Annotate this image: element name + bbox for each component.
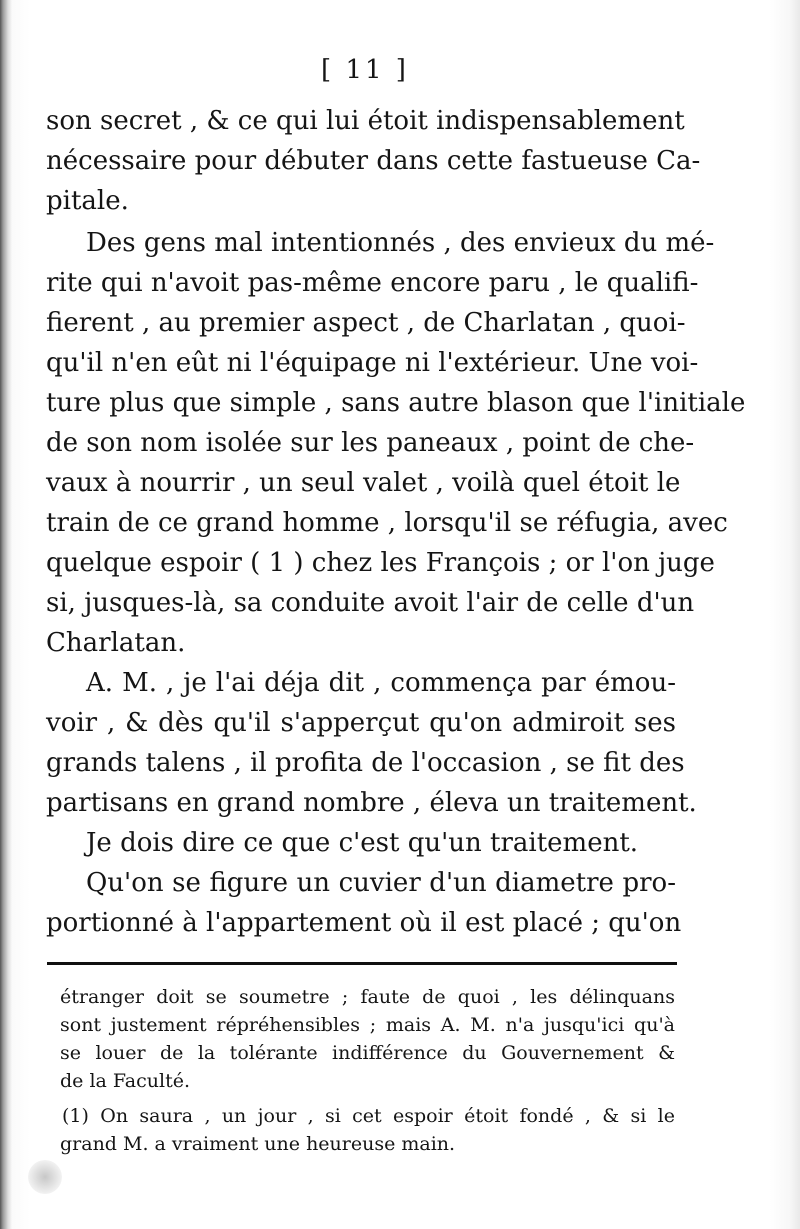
footnote-line-5: (1) On saura , un jour , si cet espoir étoit fondé , & si le: [62, 1105, 675, 1127]
body-line-3: pitale.: [46, 186, 129, 216]
body-line-15: A. M. , je l'ai déja dit , commença par émou-: [86, 668, 676, 698]
footnote-line-2: sont justement répréhensibles ; mais A. M. n'a jusqu'ici qu'à: [60, 1014, 675, 1036]
body-line-9: de son nom isolée sur les paneaux , point de che-: [46, 428, 695, 458]
footnote-line-3: se louer de la tolérante indifférence du Gouvernement &: [60, 1042, 675, 1064]
page-edge-shadow: [0, 0, 12, 1229]
body-line-10: vaux à nourrir , un seul valet , voilà quel étoit le: [46, 468, 681, 498]
footnote-line-6: grand M. a vraiment une heureuse main.: [60, 1133, 456, 1155]
body-line-13: si, jusques-là, sa conduite avoit l'air de celle d'un: [46, 588, 695, 618]
page-number-header: [ 11 ]: [321, 55, 409, 85]
body-line-14: Charlatan.: [46, 628, 186, 658]
body-line-17: grands talens , il profita de l'occasion , se fit des: [46, 748, 685, 778]
body-line-21: portionné à l'appartement où il est placé ; qu'on: [46, 908, 682, 938]
body-line-4: Des gens mal intentionnés , des envieux du mé-: [86, 228, 715, 258]
body-line-20: Qu'on se figure un cuvier d'un diametre pro-: [86, 868, 676, 898]
footnote-line-1: étranger doit se soumetre ; faute de quoi , les délinquans: [60, 986, 675, 1008]
footnote-rule: [47, 962, 677, 965]
body-line-8: ture plus que simple , sans autre blason que l'initiale: [46, 388, 746, 418]
body-line-6: fierent , au premier aspect , de Charlatan , quoi-: [46, 308, 686, 338]
body-line-5: rite qui n'avoit pas-même encore paru , le qualifi-: [46, 268, 699, 298]
body-line-11: train de ce grand homme , lorsqu'il se réfugia, avec: [46, 508, 728, 538]
body-line-19: Je dois dire ce que c'est qu'un traitement.: [86, 828, 639, 858]
body-line-1: son secret , & ce qui lui étoit indispensablement: [46, 106, 685, 136]
footnote-line-4: de la Faculté.: [60, 1070, 190, 1092]
body-line-7: qu'il n'en eût ni l'équipage ni l'extérieur. Une voi-: [46, 348, 699, 378]
body-line-12: quelque espoir ( 1 ) chez les François ; or l'on juge: [46, 548, 715, 578]
paper-stain: [28, 1160, 62, 1194]
body-line-2: nécessaire pour débuter dans cette fastueuse Ca-: [46, 146, 701, 176]
body-line-16: voir , & dès qu'il s'apperçut qu'on admiroit ses: [46, 708, 676, 738]
body-line-18: partisans en grand nombre , éleva un traitement.: [46, 788, 697, 818]
